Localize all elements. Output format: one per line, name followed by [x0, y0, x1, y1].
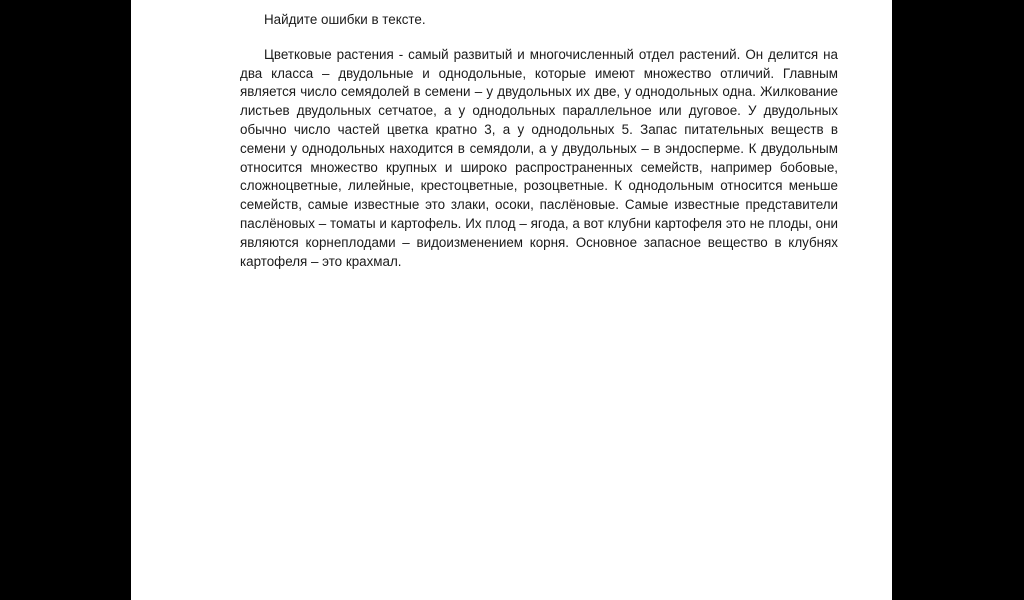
document-page: [131, 0, 892, 600]
page-content: [240, 11, 838, 271]
body-paragraph: Цветковые растения - самый развитый и многочисленный отдел растений. Он делится на два класса – двудольные и однодольные, которые имеют множество отличий. Главным является число семядолей в семени – у двудольных их две, у однодольных одна. Жилкование листьев двудольных сетчатое, а у однодольных параллельное или дуговое. У двудольных обычно число частей цветка кратно 3, а у однодольных 5. Запас питательных веществ в семени у однодольных находится в семядоли, а у двудольных – в эндосперме. К двудольным относится множество крупных и широко распространенных семейств, например бобовые, сложноцветные, лилейные, крестоцветные, розоцветные. К однодольным относится меньше семейств, самые известные это злаки, осоки, паслёновые. Самые известные представители паслёновых – томаты и картофель. Их плод – ягода, а вот клубни картофеля это не плоды, они являются корнеплодами – видоизменением корня. Основное запасное вещество в клубнях картофеля – это крахмал.: [240, 46, 838, 269]
task-heading: Найдите ошибки в тексте.: [264, 12, 426, 27]
